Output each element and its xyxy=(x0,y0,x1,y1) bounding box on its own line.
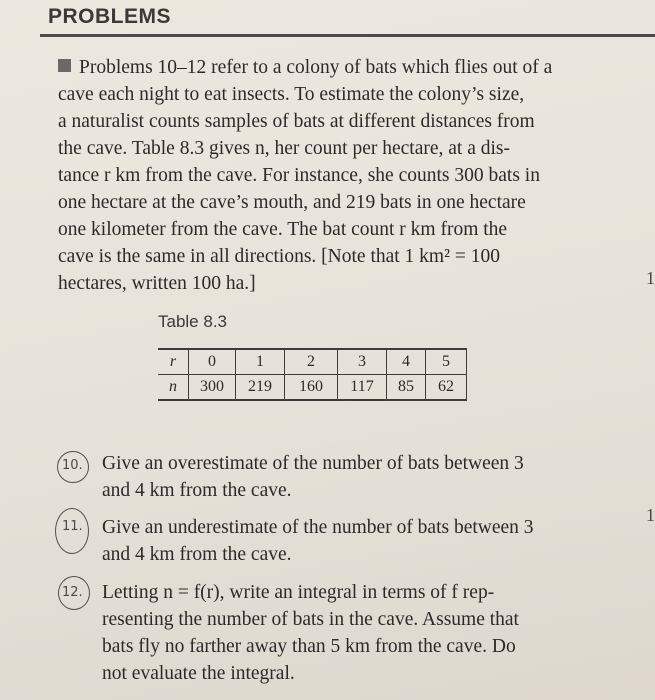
intro-line: one kilometer from the cave. The bat count r km from the xyxy=(58,219,508,240)
problem-line: and 4 km from the cave. xyxy=(102,480,292,501)
section-title: PROBLEMS xyxy=(48,5,172,28)
square-bullet-icon xyxy=(58,59,71,72)
problem-12 xyxy=(102,579,602,687)
intro-line: cave is the same in all directions. [Note that 1 km² = 100 xyxy=(58,246,500,267)
table-cell: 117 xyxy=(338,375,387,401)
table-cell: 300 xyxy=(189,375,236,401)
table-cell: 3 xyxy=(338,349,387,375)
intro-line: one hectare at the cave’s mouth, and 219 bats in one hectare xyxy=(58,192,526,213)
problem-line: Give an overestimate of the number of bats between 3 xyxy=(102,453,524,474)
table-cell: 2 xyxy=(285,349,338,375)
intro-line: tance r km from the cave. For instance, she counts 300 bats in xyxy=(58,165,540,186)
data-table xyxy=(158,348,467,401)
table-cell: 5 xyxy=(426,349,467,375)
table-cell: 85 xyxy=(387,375,426,401)
row-label: r xyxy=(158,349,189,375)
table-caption: Table 8.3 xyxy=(158,312,227,331)
table-cell: 4 xyxy=(387,349,426,375)
margin-mark: 1 xyxy=(646,505,655,525)
intro-paragraph xyxy=(58,54,598,297)
row-label: n xyxy=(158,375,189,401)
table-cell: 62 xyxy=(426,375,467,401)
problem-number: 12. xyxy=(62,585,83,600)
problem-number: 10. xyxy=(62,458,83,473)
table-row-n xyxy=(158,375,467,401)
problem-line: Letting n = f(r), write an integral in terms of f rep- xyxy=(102,582,495,603)
problem-11 xyxy=(102,514,602,568)
problem-10 xyxy=(102,450,602,504)
table-cell: 1 xyxy=(236,349,285,375)
intro-line: the cave. Table 8.3 gives n, her count per hectare, at a dis- xyxy=(58,138,511,159)
problem-number: 11. xyxy=(62,519,83,534)
margin-mark: 1 xyxy=(646,268,655,288)
table-cell: 0 xyxy=(189,349,236,375)
table-row-r xyxy=(158,349,467,375)
intro-line: a naturalist counts samples of bats at different distances from xyxy=(58,111,535,132)
problem-line: Give an underestimate of the number of bats between 3 xyxy=(102,517,534,538)
problem-line: resenting the number of bats in the cave. Assume that xyxy=(102,609,519,630)
problem-line: not evaluate the integral. xyxy=(102,663,295,684)
intro-line: cave each night to eat insects. To estimate the colony’s size, xyxy=(58,84,525,105)
problem-line: bats fly no farther away than 5 km from the cave. Do xyxy=(102,636,516,657)
table-cell: 219 xyxy=(236,375,285,401)
table-cell: 160 xyxy=(285,375,338,401)
section-rule xyxy=(40,34,655,37)
problem-line: and 4 km from the cave. xyxy=(102,544,292,565)
intro-line: hectares, written 100 ha.] xyxy=(58,273,256,294)
intro-line: Problems 10–12 refer to a colony of bats which flies out of a xyxy=(58,54,598,81)
